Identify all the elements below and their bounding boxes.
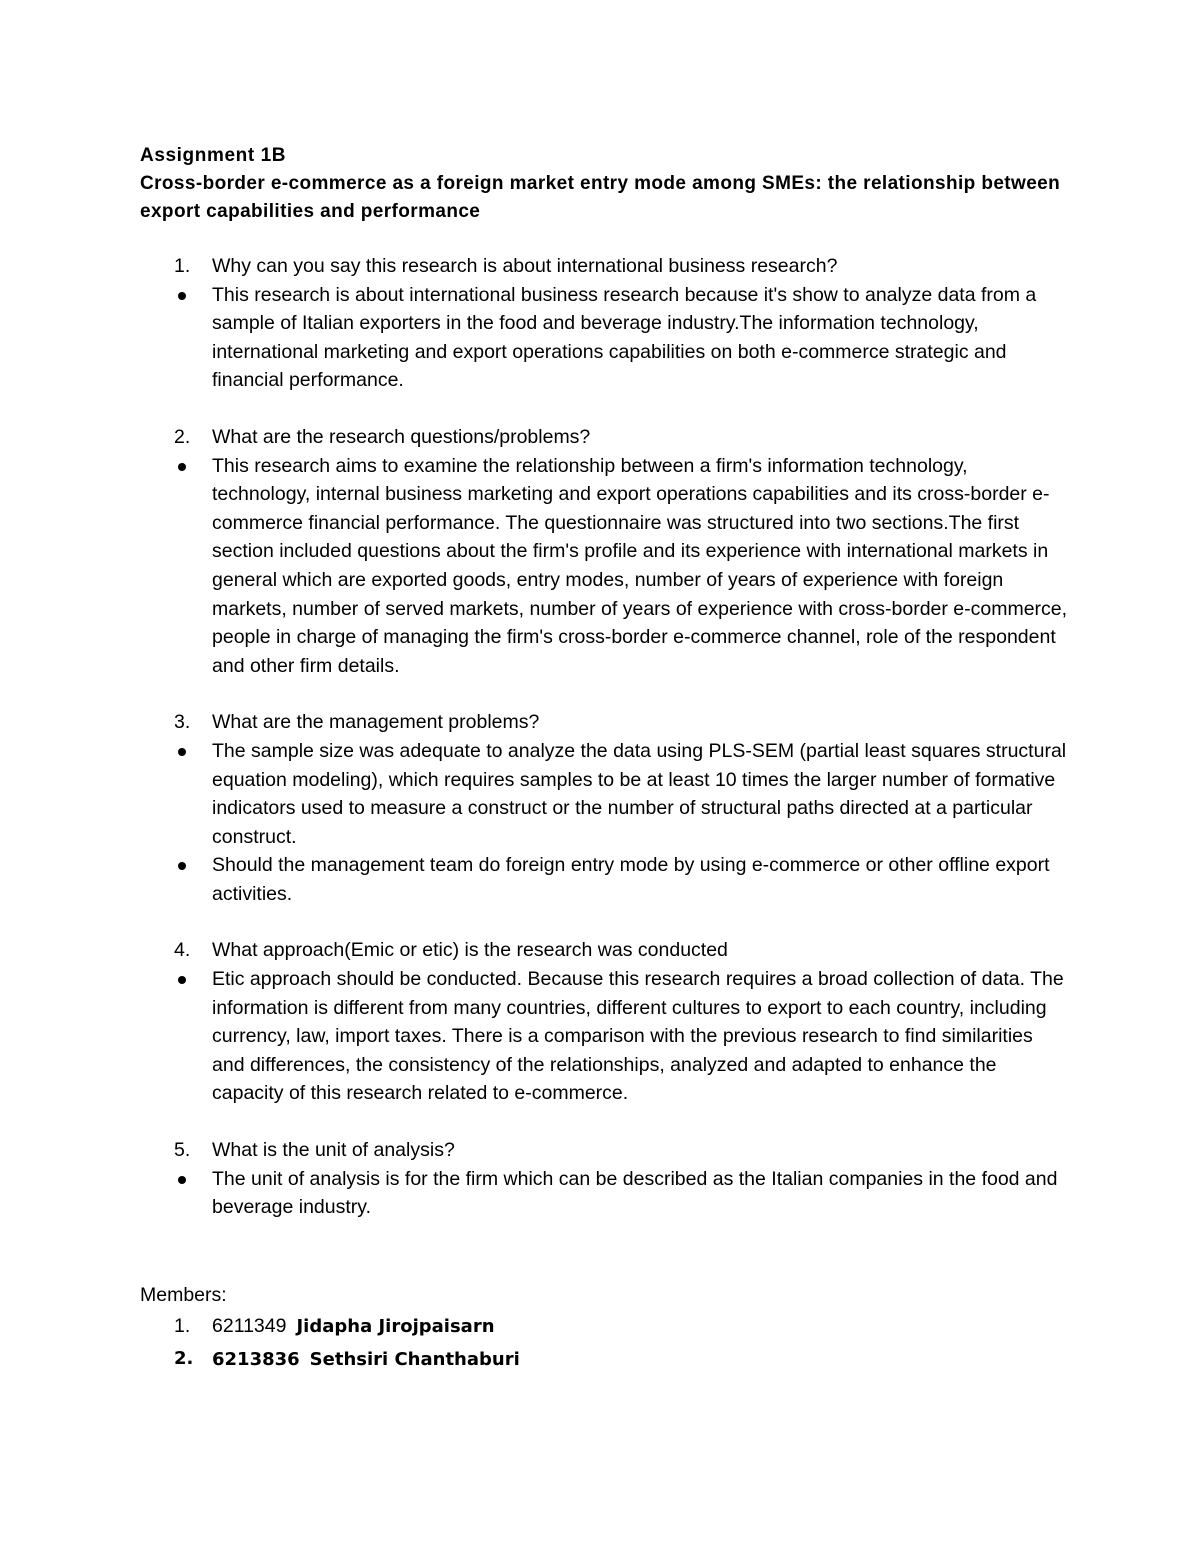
question-line	[140, 708, 1070, 737]
answer-text: The unit of analysis is for the firm which can be described as the Italian companies in the food and beverage industry.	[212, 1167, 1058, 1219]
question-number: 2.	[174, 425, 191, 448]
answer-text: This research is about international business research because it's show to analyze data from a sample of Italian exporters in the food and beverage industry.The information technology, international marketing and export operations capabilities on both e-commerce strategic and financial performance.	[212, 283, 1037, 392]
answer-text: Etic approach should be conducted. Because this research requires a broad collection of data. The information is different from many countries, different cultures to export to each country, including currency, law, import taxes. There is a comparison with the previous research to find similarities and differences, the consistency of the relationships, analyzed and adapted to enhance the capacity of this research related to e-commerce.	[212, 968, 1064, 1105]
question-text: What are the management problems?	[212, 711, 540, 734]
answer-line	[140, 1165, 1070, 1222]
bullet-icon	[178, 292, 186, 300]
answer-line	[140, 737, 1070, 851]
member-item	[140, 1343, 1070, 1376]
member-item	[140, 1310, 1070, 1343]
bullet-icon	[178, 463, 186, 471]
bullet-icon	[178, 748, 186, 756]
question-number: 5.	[174, 1139, 191, 1162]
members-section	[140, 1280, 1070, 1376]
question-line	[140, 936, 1070, 965]
question-number: 4.	[174, 939, 191, 962]
question-block	[140, 423, 1070, 680]
question-text: What is the unit of analysis?	[212, 1139, 455, 1162]
answer-text: Should the management team do foreign entry mode by using e-commerce or other offline export activities.	[212, 854, 1050, 905]
question-line	[140, 1136, 1070, 1165]
question-block	[140, 708, 1070, 908]
member-id: 6213836	[212, 1348, 300, 1370]
bullet-icon	[178, 976, 186, 984]
member-id: 6211349	[212, 1314, 287, 1337]
answer-text: The sample size was adequate to analyze the data using PLS-SEM (partial least squares structural equation modeling), which requires samples to be at least 10 times the larger number of formative indicators used to measure a construct or the number of structural paths directed at a particular construct.	[212, 739, 1067, 848]
question-block	[140, 1136, 1070, 1222]
member-number: 2.	[174, 1347, 194, 1369]
question-text: What approach(Emic or etic) is the research was conducted	[212, 939, 728, 962]
answer-line	[140, 281, 1070, 395]
members-label: Members:	[140, 1283, 227, 1306]
question-text: What are the research questions/problems?	[212, 425, 591, 448]
answer-line	[140, 965, 1070, 1108]
question-number: 3.	[174, 711, 191, 734]
bullet-icon	[178, 1176, 186, 1184]
bullet-icon	[178, 862, 186, 870]
question-line	[140, 252, 1070, 281]
answer-text: This research aims to examine the relationship between a firm's information technology, technology, internal business marketing and export operations capabilities and its cross-border e-commerce financial performance. The questionnaire was structured into two sections.The first section included questions about the firm's profile and its experience with international markets in general which are exported goods, entry modes, number of years of experience with foreign markets, number of served markets, number of years of experience with cross-border e-commerce, people in charge of managing the firm's cross-border e-commerce channel, role of the respondent and other firm details.	[212, 454, 1068, 677]
member-number: 1.	[174, 1314, 191, 1337]
question-number: 1.	[174, 255, 191, 277]
member-name: Jidapha Jirojpaisarn	[296, 1315, 495, 1337]
answer-line	[140, 851, 1070, 908]
question-line	[140, 423, 1070, 452]
question-block	[140, 252, 1070, 395]
question-block	[140, 936, 1070, 1108]
document-page	[140, 142, 1070, 1376]
answer-line	[140, 452, 1070, 681]
document-title: Assignment 1B	[140, 145, 287, 166]
document-subtitle: Cross-border e-commerce as a foreign market entry mode among SMEs: the relationship between export capabilities and performance	[140, 173, 1061, 222]
question-text: Why can you say this research is about international business research?	[212, 255, 838, 277]
member-name: Sethsiri Chanthaburi	[309, 1348, 520, 1370]
